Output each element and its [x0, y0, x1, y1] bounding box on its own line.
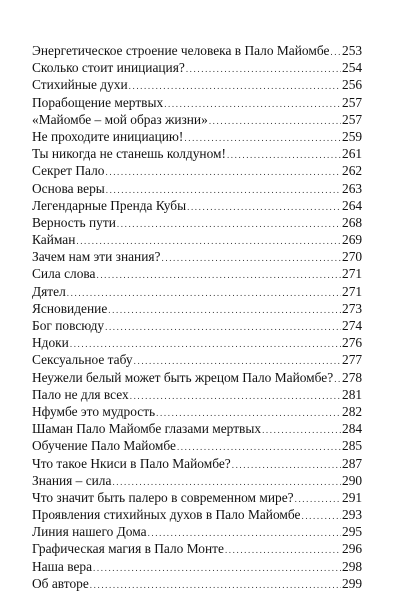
toc-entry-title: Сила слова	[32, 266, 96, 282]
toc-entry-page-number: 277	[342, 352, 363, 368]
dot-leader	[334, 375, 341, 384]
toc-entry	[32, 146, 362, 163]
toc-entry-page-number: 262	[342, 163, 363, 179]
toc-entry-page-number: 259	[342, 128, 363, 144]
toc-entry	[32, 60, 362, 77]
toc-entry-page-number: 299	[342, 575, 363, 591]
dot-leader	[301, 512, 341, 521]
toc-entry-title: Проявления стихийных духов в Пало Майомбе	[32, 507, 301, 523]
toc-entry	[32, 490, 362, 507]
toc-entry	[32, 266, 362, 283]
toc-entry-page-number: 274	[342, 318, 363, 333]
dot-leader	[162, 254, 342, 263]
dot-leader	[70, 340, 341, 349]
toc-entry	[32, 284, 362, 301]
toc-entry	[32, 370, 362, 387]
toc-entry-page-number: 270	[342, 249, 363, 265]
toc-entry	[32, 215, 362, 232]
toc-entry-page-number: 298	[342, 558, 363, 574]
toc-entry-title: Стихийные духи	[32, 77, 128, 93]
toc-entry-title: Дятел	[32, 283, 66, 299]
toc-entry-page-number: 282	[342, 403, 363, 419]
toc-entry-title: Основа веры	[32, 180, 105, 196]
toc-entry-title: Что значит быть палеро в современном мире?	[32, 489, 294, 505]
toc-entry-title: Сколько стоит инициация?	[32, 60, 185, 76]
toc-entry-page-number: 293	[342, 507, 363, 523]
toc-entry	[32, 112, 362, 129]
toc-entry	[32, 43, 362, 60]
toc-entry	[32, 576, 362, 593]
toc-entry-title: Ясновидение	[32, 300, 108, 316]
dot-leader	[184, 134, 341, 143]
dot-leader	[108, 306, 341, 315]
dot-leader	[262, 426, 341, 435]
toc-entry-page-number: 276	[342, 335, 363, 351]
toc-entry-title: Об авторе	[32, 575, 89, 591]
toc-entry-page-number: 268	[342, 214, 363, 230]
dot-leader	[209, 117, 341, 126]
dot-leader	[227, 151, 341, 160]
dot-leader	[177, 443, 341, 452]
toc-entry-title: Что такое Нкиси в Пало Майомбе?	[32, 455, 231, 471]
dot-leader	[93, 564, 341, 573]
toc-entry-title: Легендарные Пренда Кубы	[32, 197, 187, 213]
dot-leader	[96, 271, 341, 280]
toc-entry-title: Неужели белый может быть жрецом Пало Майомбе?	[32, 369, 334, 385]
toc-entry-title: Знания – сила	[32, 472, 112, 488]
dot-leader	[148, 529, 341, 538]
toc-entry	[32, 198, 362, 215]
toc-entry-page-number: 287	[342, 455, 363, 471]
dot-leader	[330, 48, 341, 57]
toc-entry-page-number: 264	[342, 197, 363, 213]
dot-leader	[187, 203, 341, 212]
toc-entry	[32, 473, 362, 490]
toc-entry-title: Бог повсюду	[32, 318, 105, 333]
toc-entry-page-number: 269	[342, 232, 363, 248]
toc-entry	[32, 559, 362, 576]
toc-entry	[32, 129, 362, 146]
toc-entry-title: Наша вера	[32, 558, 93, 574]
toc-entry-title: Шаман Пало Майомбе глазами мертвых	[32, 421, 262, 437]
toc-entry-title: Энергетическое строение человека в Пало Майомбе	[32, 43, 330, 58]
toc-entry-page-number: 253	[342, 43, 363, 58]
toc-entry	[32, 318, 362, 335]
toc-entry	[32, 95, 362, 112]
toc-entry	[32, 335, 362, 352]
toc-entry-page-number: 284	[342, 421, 363, 437]
toc-entry-page-number: 285	[342, 438, 363, 454]
table-of-contents	[32, 43, 362, 593]
toc-entry	[32, 524, 362, 541]
toc-entry	[32, 352, 362, 369]
dot-leader	[105, 323, 341, 332]
toc-entry	[32, 507, 362, 524]
toc-entry-title: Не проходите инициацию!	[32, 128, 184, 144]
toc-entry-page-number: 290	[342, 472, 363, 488]
toc-entry-page-number: 257	[342, 111, 363, 127]
toc-entry-title: Зачем нам эти знания?	[32, 249, 161, 265]
dot-leader	[295, 495, 341, 504]
toc-entry-page-number: 291	[342, 489, 363, 505]
toc-entry	[32, 181, 362, 198]
toc-entry-page-number: 271	[342, 266, 363, 282]
dot-leader	[112, 478, 341, 487]
toc-entry-page-number: 295	[342, 524, 363, 540]
dot-leader	[90, 581, 341, 590]
dot-leader	[156, 409, 341, 418]
toc-entry-title: Верность пути	[32, 214, 116, 230]
dot-leader	[186, 65, 341, 74]
toc-entry	[32, 404, 362, 421]
toc-entry	[32, 421, 362, 438]
dot-leader	[106, 186, 341, 195]
toc-entry-title: «Майомбе – мой образ жизни»	[32, 111, 208, 127]
toc-entry-page-number: 271	[342, 283, 363, 299]
toc-entry-page-number: 273	[342, 300, 363, 316]
toc-entry-title: Нфумбе это мудрость	[32, 403, 156, 419]
dot-leader	[232, 461, 341, 470]
toc-entry-page-number: 261	[342, 146, 363, 162]
dot-leader	[130, 392, 341, 401]
dot-leader	[129, 82, 341, 91]
toc-entry-page-number: 296	[342, 541, 363, 557]
toc-entry-title: Секрет Пало	[32, 163, 105, 179]
toc-entry-title: Пало не для всех	[32, 386, 129, 402]
dot-leader	[67, 289, 341, 298]
dot-leader	[76, 237, 341, 246]
toc-entry	[32, 232, 362, 249]
toc-entry-title: Обучение Пало Майомбе	[32, 438, 176, 454]
toc-entry	[32, 301, 362, 318]
toc-entry-page-number: 254	[342, 60, 363, 76]
toc-entry-page-number: 281	[342, 386, 363, 402]
toc-entry	[32, 249, 362, 266]
toc-entry-title: Ндоки	[32, 335, 69, 351]
toc-entry	[32, 387, 362, 404]
toc-entry-title: Ты никогда не станешь колдуном!	[32, 146, 226, 162]
toc-entry-title: Линия нашего Дома	[32, 524, 147, 540]
toc-entry-page-number: 278	[342, 369, 363, 385]
toc-entry	[32, 438, 362, 455]
toc-entry	[32, 541, 362, 558]
toc-entry-title: Сексуальное табу	[32, 352, 133, 368]
dot-leader	[106, 168, 342, 177]
dot-leader	[134, 357, 341, 366]
toc-entry-page-number: 256	[342, 77, 363, 93]
toc-entry-title: Графическая магия в Пало Монте	[32, 541, 224, 557]
toc-entry-page-number: 257	[342, 94, 363, 110]
dot-leader	[164, 100, 341, 109]
toc-entry	[32, 163, 362, 180]
dot-leader	[225, 546, 341, 555]
toc-entry-title: Кайман	[32, 232, 76, 248]
toc-entry-page-number: 263	[342, 180, 363, 196]
dot-leader	[117, 220, 341, 229]
toc-entry	[32, 77, 362, 94]
toc-entry-title: Порабощение мертвых	[32, 94, 164, 110]
toc-entry	[32, 456, 362, 473]
